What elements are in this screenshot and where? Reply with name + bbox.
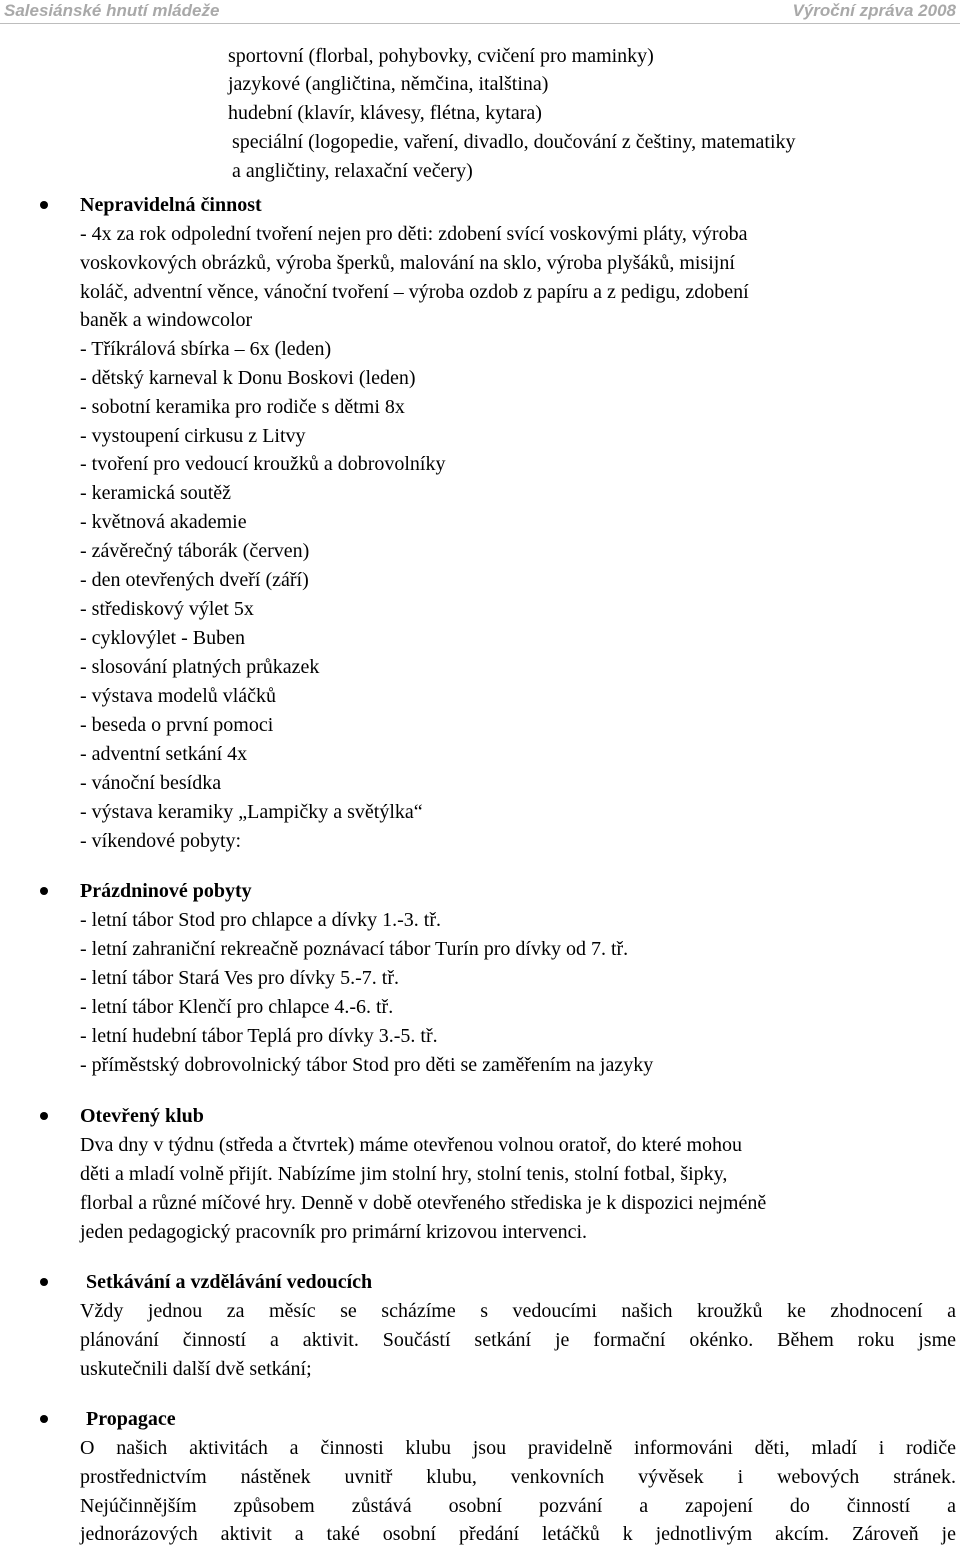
activity-line: sportovní (florbal, pohybovky, cvičení pro maminky) <box>228 45 654 67</box>
section-title-vedouci: Setkávání a vzdělávání vedoucích <box>86 1271 373 1293</box>
section-title-propagace: Propagace <box>86 1408 176 1430</box>
paragraph-line: Nejúčinnějším způsobem zůstává osobní pozvání a zapojení do činností a <box>80 1495 956 1517</box>
list-item: - Tříkrálová sbírka – 6x (leden) <box>80 338 332 360</box>
bullet-icon <box>40 1278 48 1286</box>
list-item: - keramická soutěž <box>80 482 232 504</box>
paragraph-line: Dva dny v týdnu (středa a čtvrtek) máme otevřenou volnou oratoř, do které mohou <box>80 1134 743 1156</box>
list-item: - letní tábor Klenčí pro chlapce 4.-6. tř. <box>80 996 394 1018</box>
intro-line: koláč, adventní věnce, vánoční tvoření – výroba ozdob z papíru a z pedigu, zdobení <box>80 281 749 303</box>
bullet-icon <box>40 201 48 209</box>
page-header <box>0 0 960 24</box>
activity-line: jazykové (angličtina, němčina, italština) <box>228 73 549 95</box>
list-item: - letní tábor Stará Ves pro dívky 5.-7. tř. <box>80 967 400 989</box>
paragraph-line: uskutečnili další dvě setkání; <box>80 1358 312 1380</box>
header-doc-title: Výroční zpráva 2008 <box>792 1 956 20</box>
list-item: - letní zahraniční rekreačně poznávací tábor Turín pro dívky od 7. tř. <box>80 938 629 960</box>
list-item: - příměstský dobrovolnický tábor Stod pro děti se zaměřením na jazyky <box>80 1054 654 1076</box>
paragraph-line: florbal a různé míčové hry. Denně v době otevřeného střediska je k dispozici nejméně <box>80 1192 767 1214</box>
bullet-icon <box>40 887 48 895</box>
section-title-klub: Otevřený klub <box>80 1105 204 1127</box>
list-item: - dětský karneval k Donu Boskovi (leden) <box>80 367 416 389</box>
paragraph-line: jednorázových aktivit a také osobní předání letáčků k jednotlivým akcím. Zároveň je <box>80 1523 956 1545</box>
paragraph-line: O našich aktivitách a činnosti klubu jsou pravidelně informováni děti, mladí i rodiče <box>80 1437 956 1459</box>
list-item: - víkendové pobyty: <box>80 830 242 852</box>
list-item: - slosování platných průkazek <box>80 656 320 678</box>
activity-line: a angličtiny, relaxační večery) <box>232 160 473 182</box>
list-item: - adventní setkání 4x <box>80 743 248 765</box>
list-item: - cyklovýlet - Buben <box>80 627 245 649</box>
paragraph-line: děti a mladí volně přijít. Nabízíme jim stolní hry, stolní tenis, stolní fotbal, šipky, <box>80 1163 728 1185</box>
list-item: - letní hudební tábor Teplá pro dívky 3.-5. tř. <box>80 1025 438 1047</box>
section-title-prazdninove: Prázdninové pobyty <box>80 880 252 902</box>
list-item: - beseda o první pomoci <box>80 714 274 736</box>
list-item: - den otevřených dveří (září) <box>80 569 309 591</box>
intro-line: - 4x za rok odpolední tvoření nejen pro děti: zdobení svící voskovými pláty, výroba <box>80 223 748 245</box>
list-item: - sobotní keramika pro rodiče s dětmi 8x <box>80 396 405 418</box>
activity-line: hudební (klavír, klávesy, flétna, kytara) <box>228 102 542 124</box>
list-item: - tvoření pro vedoucí kroužků a dobrovolníky <box>80 453 446 475</box>
intro-line: baněk a windowcolor <box>80 309 253 331</box>
paragraph-line: Vždy jednou za měsíc se scházíme s vedoucími našich kroužků ke zhodnocení a <box>80 1300 956 1322</box>
list-item: - závěrečný táborák (červen) <box>80 540 310 562</box>
list-item: - vystoupení cirkusu z Litvy <box>80 425 306 447</box>
list-item: - květnová akademie <box>80 511 247 533</box>
list-item: - letní tábor Stod pro chlapce a dívky 1.-3. tř. <box>80 909 442 931</box>
header-org: Salesiánské hnutí mládeže <box>4 1 220 20</box>
paragraph-line: prostřednictvím nástěnek uvnitř klubu, venkovních vývěsek i webových stránek. <box>80 1466 956 1488</box>
bullet-icon <box>40 1112 48 1120</box>
list-item: - střediskový výlet 5x <box>80 598 254 620</box>
intro-line: voskovkových obrázků, výroba šperků, malování na sklo, výroba plyšáků, misijní <box>80 252 735 274</box>
list-item: - výstava modelů vláčků <box>80 685 277 707</box>
list-item: - vánoční besídka <box>80 772 222 794</box>
paragraph-line: plánování činností a aktivit. Součástí setkání je formační okénko. Během roku jsme <box>80 1329 956 1351</box>
header-rule <box>0 23 960 24</box>
section-title-nepravidelna: Nepravidelná činnost <box>80 194 262 216</box>
list-item: - výstava keramiky „Lampičky a světýlka“ <box>80 801 423 823</box>
paragraph-line: jeden pedagogický pracovník pro primární krizovou intervenci. <box>80 1221 588 1243</box>
activity-line: speciální (logopedie, vaření, divadlo, doučování z češtiny, matematiky <box>232 131 796 153</box>
bullet-icon <box>40 1415 48 1423</box>
